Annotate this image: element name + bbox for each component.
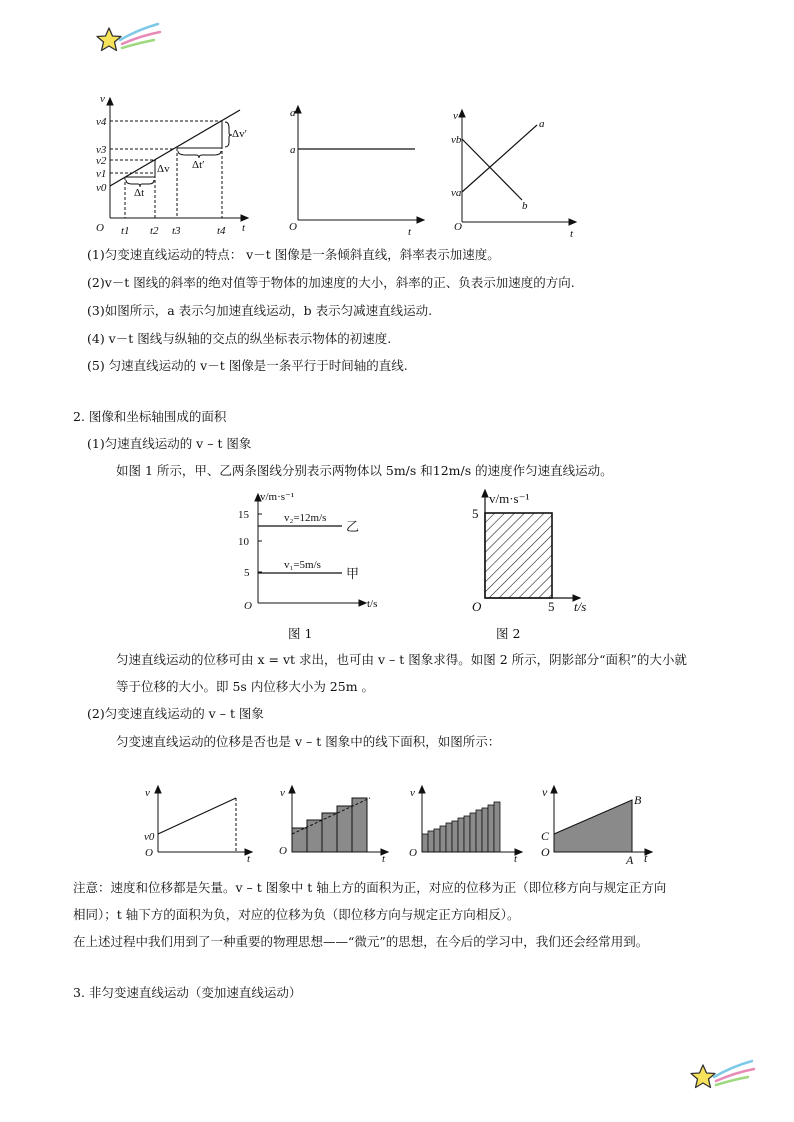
shaded-area <box>485 513 552 598</box>
section-2-heading: 2. 图像和坐标轴围成的面积 <box>73 409 227 424</box>
x-axis-label: t <box>242 222 246 234</box>
svg-text:v: v <box>145 787 150 799</box>
svg-text:a: a <box>290 107 296 119</box>
tick-t4: t4 <box>217 225 226 237</box>
svg-text:O: O <box>279 845 287 857</box>
svg-text:t: t <box>382 853 386 865</box>
point-1: (1)匀变速直线运动的特点： v－t 图像是一条倾斜直线，斜率表示加速度。 <box>87 247 500 262</box>
svg-text:v0: v0 <box>144 831 155 843</box>
svg-text:v: v <box>542 785 548 799</box>
origin-label: O <box>96 222 104 234</box>
tick-t2: t2 <box>150 225 159 237</box>
svg-text:O: O <box>541 845 550 859</box>
svg-text:v: v <box>410 787 415 799</box>
tick-v3: v3 <box>96 144 107 156</box>
tick-v4: v4 <box>96 116 107 128</box>
mini-graph-1 <box>140 782 258 866</box>
tick-v2: v2 <box>96 155 107 167</box>
delta-t-label: Δt <box>134 187 145 199</box>
para-1-line-1: 匀速直线运动的位移可由 x = vt 求出，也可由 v – t 图象求得。如图 2 所示，阴影部分“面积”的大小就 <box>116 652 687 667</box>
svg-text:10: 10 <box>238 536 249 548</box>
svg-text:5: 5 <box>472 506 479 521</box>
svg-text:vb: vb <box>451 134 462 146</box>
line-b <box>462 139 522 200</box>
svg-text:O: O <box>289 221 297 233</box>
figure-vt-slope <box>88 88 258 238</box>
svg-text:5: 5 <box>244 567 250 579</box>
section-3-heading: 3. 非匀变速直线运动（变加速直线运动） <box>73 985 302 1000</box>
svg-text:B: B <box>634 793 642 807</box>
svg-text:v₁=5m/s: v₁=5m/s <box>284 559 321 571</box>
svg-text:乙: 乙 <box>346 519 360 534</box>
svg-text:va: va <box>451 187 462 199</box>
svg-text:t: t <box>514 853 518 865</box>
tick-t3: t3 <box>172 225 181 237</box>
svg-text:t/s: t/s <box>367 598 378 610</box>
svg-text:15: 15 <box>238 509 249 521</box>
svg-text:v: v <box>453 110 458 122</box>
star-decoration-top-icon <box>92 18 164 60</box>
point-3: (3)如图所示，a 表示匀加速直线运动，b 表示匀减速直线运动. <box>87 303 433 318</box>
svg-text:O: O <box>145 847 153 859</box>
point-2: (2)v－t 图线的斜率的绝对值等于物体的加速度的大小，斜率的正、负表示加速度的方向. <box>87 275 575 290</box>
svg-text:t/s: t/s <box>574 599 587 614</box>
section-2-sub1: (1)匀速直线运动的 v – t 图象 <box>87 436 252 451</box>
line-a <box>462 125 537 192</box>
svg-text:O: O <box>454 221 462 233</box>
graph-2-caption: 图 2 <box>496 626 521 641</box>
point-5: (5) 匀速直线运动的 v－t 图像是一条平行于时间轴的直线. <box>87 358 408 373</box>
svg-text:O: O <box>244 600 252 612</box>
svg-text:b: b <box>522 200 528 212</box>
delta-v-prime-label: Δv′ <box>232 128 247 140</box>
tick-t1: t1 <box>121 225 130 237</box>
svg-text:O: O <box>472 599 482 614</box>
svg-text:C: C <box>541 829 550 843</box>
svg-text:t: t <box>247 853 251 865</box>
graph-1-caption: 图 1 <box>288 626 313 641</box>
delta-v-label: Δv <box>157 163 170 175</box>
y-axis-label: v <box>100 93 105 105</box>
section-2-sub2: (2)匀变速直线运动的 v – t 图象 <box>87 706 264 721</box>
svg-text:t: t <box>570 228 574 240</box>
svg-text:5: 5 <box>548 599 555 614</box>
tick-v0: v0 <box>96 182 107 194</box>
figure-vt-ab <box>446 104 586 240</box>
para-1-line-2: 等于位移的大小。即 5s 内位移大小为 25m 。 <box>116 679 375 694</box>
figure-at-constant <box>284 98 434 238</box>
svg-text:a: a <box>290 144 296 156</box>
svg-text:t: t <box>644 851 648 865</box>
graph-1-uniform-motion <box>232 486 400 614</box>
mini-graph-2 <box>276 782 394 866</box>
tick-v1: v1 <box>96 168 107 180</box>
delta-t-prime-label: Δt′ <box>192 159 205 171</box>
svg-text:v: v <box>280 787 285 799</box>
mini-graph-4 <box>538 782 660 866</box>
svg-text:A: A <box>626 853 634 866</box>
svg-text:甲: 甲 <box>346 566 360 581</box>
graph-1-y-label: v/m·s⁻¹ <box>260 491 295 503</box>
star-decoration-bottom-icon <box>686 1055 758 1097</box>
summary-line: 在上述过程中我们用到了一种重要的物理思想——“微元”的思想，在今后的学习中，我们还会经常用到。 <box>73 934 649 949</box>
svg-text:v₂=12m/s: v₂=12m/s <box>284 512 327 524</box>
graph-2-area <box>462 486 600 616</box>
section-2-question: 匀变速直线运动的位移是否也是 v – t 图象中的线下面积，如图所示： <box>116 734 501 749</box>
note-line-2: 相同）；t 轴下方的面积为负，对应的位移为负（即位移方向与规定正方向相反）。 <box>73 907 520 922</box>
graph-2-y-label: v/m·s⁻¹ <box>489 491 530 506</box>
mini-graph-3 <box>406 782 528 866</box>
svg-text:a: a <box>539 118 545 130</box>
note-line-1: 注意：速度和位移都是矢量。v – t 图象中 t 轴上方的面积为正，对应的位移为正（即位移方向与规定正方向 <box>73 880 667 895</box>
svg-text:t: t <box>408 226 412 238</box>
point-4: (4) v－t 图线与纵轴的交点的纵坐标表示物体的初速度. <box>87 331 392 346</box>
svg-text:O: O <box>409 847 417 859</box>
section-2-intro: 如图 1 所示，甲、乙两条图线分别表示两物体以 5m/s 和12m/s 的速度作匀速直线运动。 <box>116 463 613 478</box>
